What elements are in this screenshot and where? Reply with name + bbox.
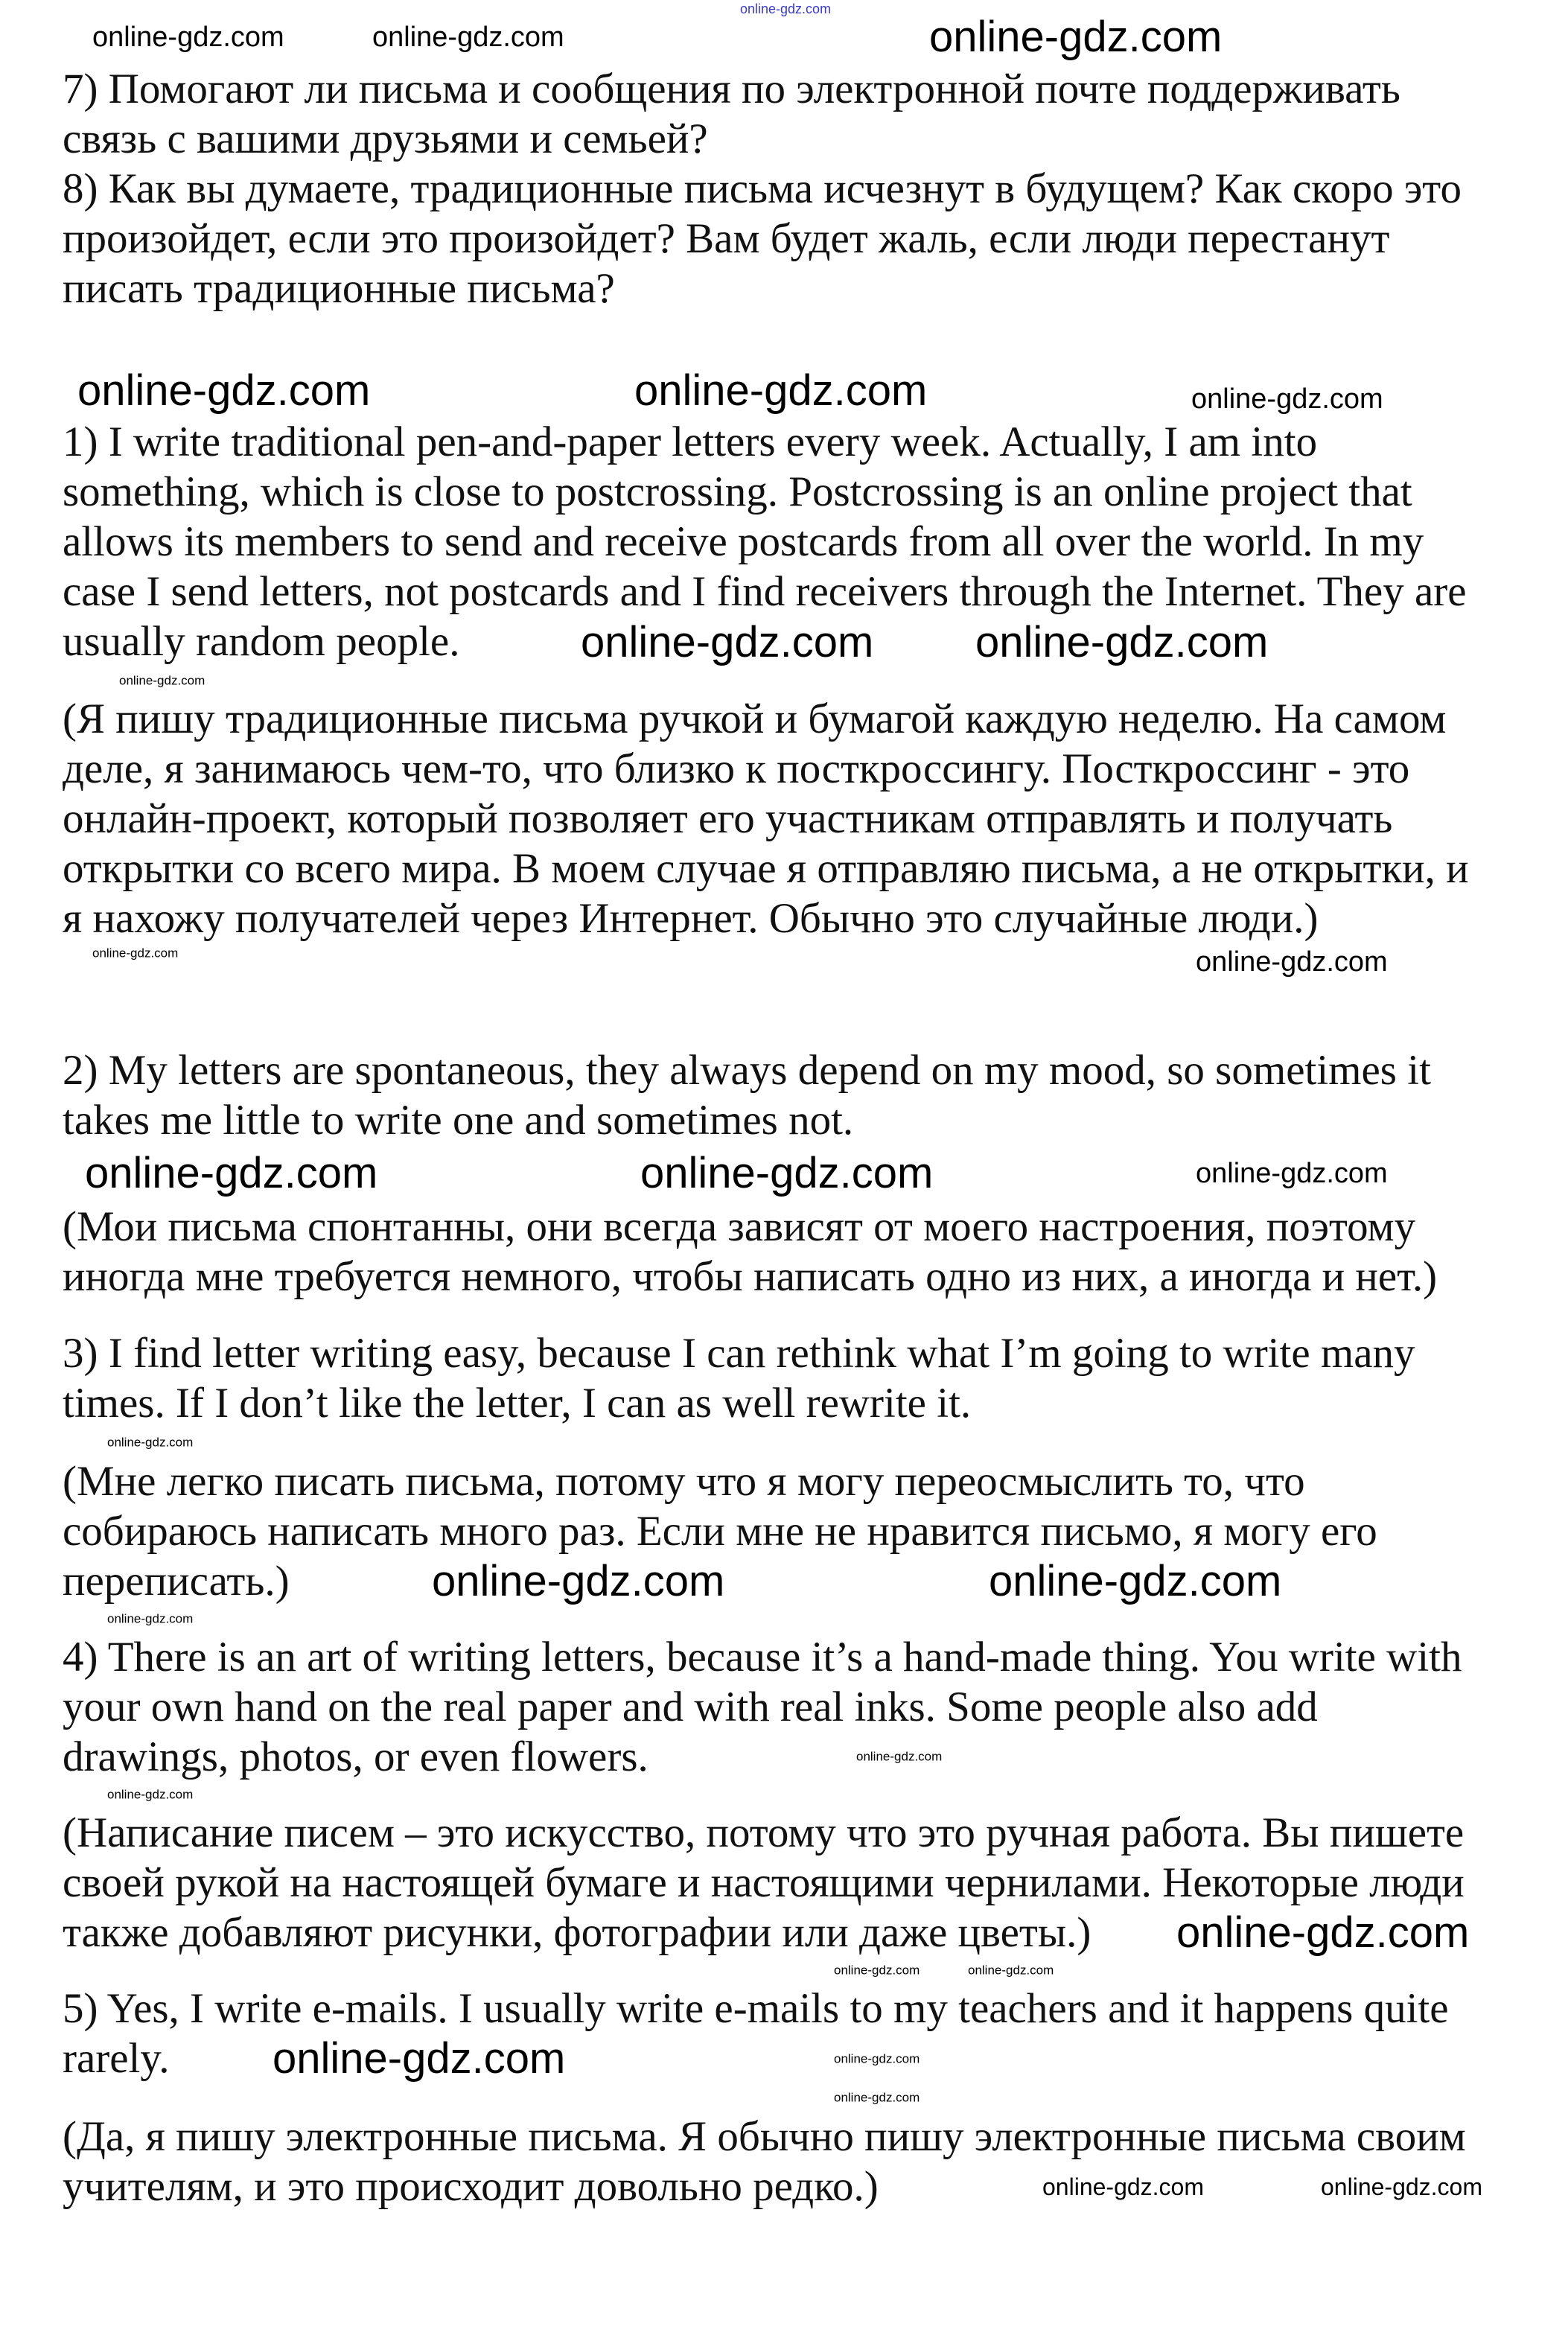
text-line: drawings, photos, or even flowers. — [63, 1733, 648, 1780]
text-line: писать традиционные письма? — [63, 265, 615, 312]
watermark: online-gdz.com — [929, 13, 1223, 61]
text-line: иногда мне требуется немного, чтобы написать одно из них, а иногда и нет.) — [63, 1253, 1438, 1300]
watermark: online-gdz.com — [581, 618, 874, 666]
text-line: 2) My letters are spontaneous, they always depend on my mood, so sometimes it — [63, 1047, 1431, 1094]
watermark: online-gdz.com — [1176, 1908, 1470, 1957]
text-line: 7) Помогают ли письма и сообщения по электронной почте поддерживать — [63, 66, 1400, 112]
text-line: учителям, и это происходит довольно редко.) — [63, 2163, 879, 2210]
watermark: online-gdz.com — [834, 1963, 920, 1978]
text-line: (Мои письма спонтанны, они всегда зависят от моего настроения, поэтому — [63, 1203, 1416, 1250]
text-line: 3) I find letter writing easy, because I can rethink what I’m going to write many — [63, 1330, 1415, 1377]
question-8 — [63, 164, 1462, 313]
text-line: something, which is close to postcrossing. Postcrossing is an online project that — [63, 468, 1412, 515]
text-line: takes me little to write one and sometimes not. — [63, 1097, 854, 1144]
watermark: online-gdz.com — [1321, 2173, 1482, 2200]
text-line: case I send letters, not postcards and I find receivers through the Internet. They are — [63, 568, 1467, 615]
text-line: 4) There is an art of writing letters, because it’s a hand-made thing. You write with — [63, 1634, 1462, 1681]
text-line: usually random people. — [63, 618, 460, 665]
watermark: online-gdz.com — [1042, 2173, 1204, 2200]
text-line: your own hand on the real paper and with real inks. Some people also add — [63, 1684, 1318, 1730]
text-line: деле, я занимаюсь чем-то, что близко к посткроссингу. Посткроссинг - это — [63, 745, 1410, 792]
watermark: online-gdz.com — [1196, 946, 1388, 978]
text-line: я нахожу получателей через Интернет. Обычно это случайные люди.) — [63, 895, 1319, 942]
text-line: (Да, я пишу электронные письма. Я обычно пишу электронные письма своим — [63, 2113, 1466, 2160]
answer-2-russian — [63, 1202, 1437, 1302]
watermark: online-gdz.com — [432, 1557, 725, 1605]
watermark: online-gdz.com — [372, 22, 564, 53]
watermark: online-gdz.com — [856, 1749, 943, 1764]
answer-4-english — [63, 1632, 1462, 1782]
watermark: online-gdz.com — [92, 22, 284, 53]
watermark: online-gdz.com — [107, 1435, 194, 1450]
text-line: (Написание писем – это искусство, потому что это ручная работа. Вы пишете — [63, 1809, 1465, 1856]
text-line: allows its members to send and receive postcards from all over the world. In my — [63, 518, 1424, 565]
watermark: online-gdz.com — [92, 946, 179, 961]
watermark: online-gdz.com — [119, 673, 205, 688]
watermark: online-gdz.com — [1191, 383, 1383, 415]
answer-2-english — [63, 1045, 1431, 1145]
question-7 — [63, 64, 1400, 164]
text-line: 5) Yes, I write e-mails. I usually write e-mails to my teachers and it happens quite — [63, 1985, 1449, 2032]
text-line: times. If I don’t like the letter, I can as well rewrite it. — [63, 1380, 972, 1427]
text-line: собираюсь написать много раз. Если мне не нравится письмо, я могу его — [63, 1508, 1377, 1555]
text-line: произойдет, если это произойдет? Вам будет жаль, если люди перестанут — [63, 215, 1390, 262]
text-line: rarely. — [63, 2035, 170, 2082]
answer-3-english — [63, 1328, 1415, 1428]
text-line: открытки со всего мира. В моем случае я отправляю письма, а не открытки, и — [63, 845, 1469, 892]
watermark: online-gdz.com — [85, 1149, 378, 1197]
text-line: переписать.) — [63, 1558, 290, 1605]
text-line: связь с вашими друзьями и семьей? — [63, 115, 708, 162]
watermark: online-gdz.com — [1196, 1158, 1388, 1189]
watermark: online-gdz.com — [834, 2090, 920, 2105]
watermark: online-gdz.com — [968, 1963, 1054, 1978]
text-line: также добавляют рисунки, фотографии или даже цветы.) — [63, 1909, 1091, 1956]
text-line: 8) Как вы думаете, традиционные письма исчезнут в будущем? Как скоро это — [63, 165, 1462, 212]
watermark: online-gdz.com — [77, 366, 371, 415]
watermark: online-gdz.com — [273, 2034, 566, 2083]
watermark: online-gdz.com — [634, 366, 928, 415]
watermark: online-gdz.com — [740, 1, 832, 16]
text-line: 1) I write traditional pen-and-paper letters every week. Actually, I am into — [63, 418, 1318, 465]
text-line: онлайн-проект, который позволяет его участникам отправлять и получать — [63, 795, 1393, 842]
watermark: online-gdz.com — [107, 1787, 194, 1802]
answer-1-russian — [63, 694, 1469, 943]
answer-5-english — [63, 1984, 1449, 2083]
text-line: своей рукой на настоящей бумаге и настоящими чернилами. Некоторые люди — [63, 1859, 1465, 1906]
answer-5-russian — [63, 2112, 1466, 2211]
watermark: online-gdz.com — [107, 1611, 194, 1626]
watermark: online-gdz.com — [640, 1149, 934, 1197]
text-line: (Я пишу традиционные письма ручкой и бумагой каждую неделю. На самом — [63, 695, 1447, 742]
watermark: online-gdz.com — [989, 1557, 1282, 1605]
watermark: online-gdz.com — [975, 618, 1269, 666]
watermark: online-gdz.com — [834, 2051, 920, 2066]
text-line: (Мне легко писать письма, потому что я могу переосмыслить то, что — [63, 1458, 1305, 1505]
